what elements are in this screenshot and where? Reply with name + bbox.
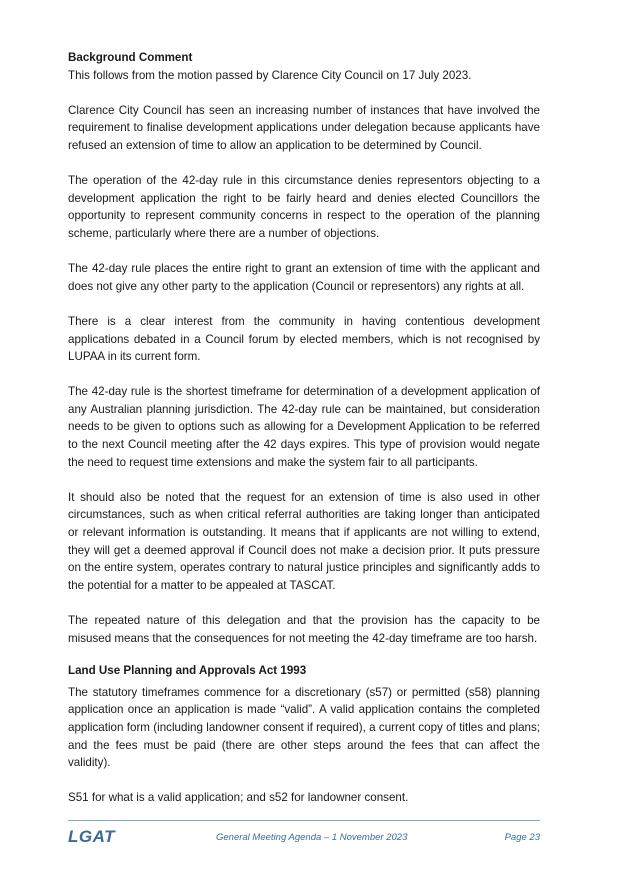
paragraph: Clarence City Council has seen an increasing number of instances that have involved the requirement to finalise development applications under delegation because applicants have refused an extension of time to allow an application to be determined by Council.	[68, 103, 540, 152]
footer-divider	[68, 820, 540, 821]
paragraph: The statutory timeframes commence for a discretionary (s57) or permitted (s58) planning application once an application is made “valid”. A valid application contains the completed application form (including landowner consent if required), a current copy of titles and plans; and the fees must be paid (there are other steps around the fees that can affect the validity).	[68, 685, 540, 770]
intro-paragraph: This follows from the motion passed by Clarence City Council on 17 July 2023.	[68, 68, 472, 82]
page-footer	[68, 820, 540, 847]
paragraph: There is a clear interest from the community in having contentious development applications debated in a Council forum by elected members, which is not recognised by LUPAA in its current form.	[68, 314, 540, 364]
document-body	[68, 49, 540, 825]
lgat-logo: LGAT	[68, 827, 116, 846]
paragraph: S51 for what is a valid application; and s52 for landowner consent.	[68, 791, 409, 805]
paragraph: The repeated nature of this delegation and that the provision has the capacity to be misused means that the consequences for not meeting the 42-day timeframe are too harsh.	[68, 614, 540, 645]
section-heading-background: Background Comment	[68, 51, 193, 64]
paragraph: It should also be noted that the request for an extension of time is also used in other circumstances, such as when critical referral authorities are taking longer than anticipated or relevant information is outstanding. It means that if applicants are not willing to extend, they will get a deemed approval if Council does not make a decision prior. It puts pressure on the entire system, operates contrary to natural justice principles and significantly adds to the potential for a matter to be appealed at TASCAT.	[68, 490, 540, 592]
page-number: Page 23	[504, 832, 540, 843]
footer-meeting-title: General Meeting Agenda – 1 November 2023	[216, 832, 408, 843]
paragraph: The 42-day rule places the entire right to grant an extension of time with the applicant and does not give any other party to the application (Council or representors) any rights at all.	[68, 262, 540, 293]
section-heading-lupaa: Land Use Planning and Approvals Act 1993	[68, 664, 307, 678]
paragraph: The operation of the 42-day rule in this circumstance denies representors objecting to a development application the right to be fairly heard and denies elected Councillors the opportunity to represent community concerns in respect to the operation of the planning scheme, particularly where there are a number of objections.	[68, 174, 540, 240]
paragraph: The 42-day rule is the shortest timeframe for determination of a development application of any Australian planning jurisdiction. The 42-day rule can be maintained, but consideration needs to be given to options such as allowing for a Development Application to be referred to the next Council meeting after the 42 days expires. This type of provision would negate the need to request time extensions and make the system fair to all participants.	[68, 385, 540, 469]
